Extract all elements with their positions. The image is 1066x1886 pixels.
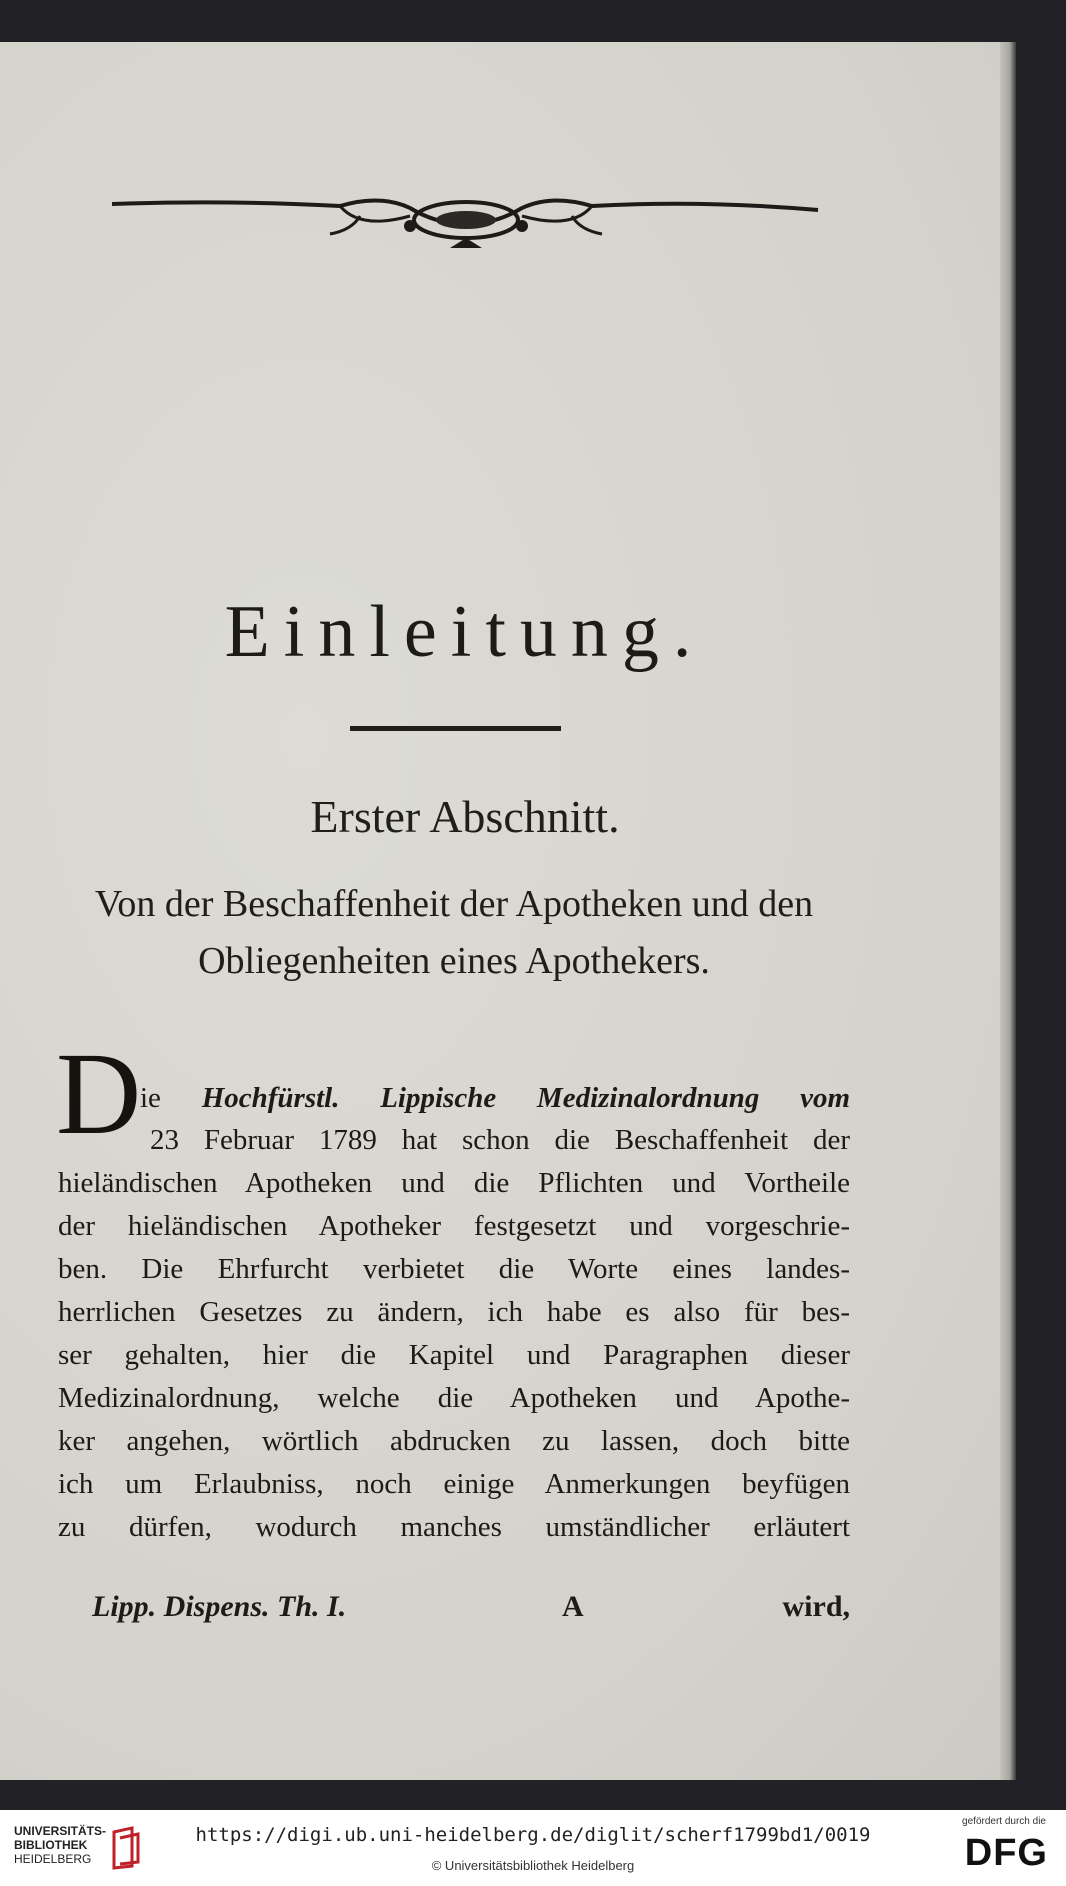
subtitle-line: Von der Beschaffenheit der Apotheken und den <box>94 883 814 925</box>
copyright-notice: © Universitätsbibliothek Heidelberg <box>431 1858 635 1873</box>
institution-line: BIBLIOTHEK <box>14 1838 88 1852</box>
section-title: Erster Abschnitt. <box>310 791 620 842</box>
page-footer-line <box>92 1590 850 1630</box>
body-line: Medizinalordnung, welche die Apotheken und Apothe- <box>58 1382 850 1414</box>
body-line: 23 Februar 1789 hat schon die Beschaffenheit der <box>150 1124 850 1156</box>
body-line: hieländischen Apotheken und die Pflichten und Vortheile <box>58 1167 850 1199</box>
chapter-title: Einleitung. <box>224 591 706 673</box>
body-line: zu dürfen, wodurch manches umständlicher erläutert <box>58 1511 850 1543</box>
first-line-prefix: ie <box>140 1082 161 1114</box>
dfg-logo[interactable]: DFG <box>964 1832 1048 1874</box>
body-line: ben. Die Ehrfurcht verbietet die Worte eines landes- <box>58 1253 850 1285</box>
body-line: der hieländischen Apotheker festgesetzt und vorgeschrie- <box>58 1210 850 1242</box>
funded-by-label: gefördert durch die <box>962 1816 1046 1827</box>
drop-cap: D <box>56 1028 142 1159</box>
body-line: ser gehalten, hier die Kapitel und Paragraphen dieser <box>58 1339 850 1371</box>
gathering-mark: A <box>562 1590 584 1623</box>
permalink-url[interactable]: https://digi.ub.uni-heidelberg.de/diglit/scherf1799bd1/0019 <box>195 1824 871 1846</box>
body-line: ker angehen, wörtlich abdrucken zu lassen, doch bitte <box>58 1425 850 1457</box>
signature-mark: Lipp. Dispens. Th. I. <box>92 1590 347 1623</box>
subtitle-line: Obliegenheiten eines Apothekers. <box>198 940 710 982</box>
viewer-footer <box>0 1810 1066 1886</box>
first-line-italic: Hochfürstl. Lippische Medizinalordnung vom <box>201 1082 851 1114</box>
title-rule <box>350 726 561 731</box>
body-line: herrlichen Gesetzes zu ändern, ich habe es also für bes- <box>58 1296 850 1328</box>
institution-line: HEIDELBERG <box>14 1852 92 1866</box>
body-line: ich um Erlaubniss, noch einige Anmerkungen beyfügen <box>58 1468 850 1500</box>
catchword: wird, <box>782 1590 850 1623</box>
page-edge <box>1000 42 1016 1780</box>
ornamental-headpiece <box>110 186 822 256</box>
institution-line: UNIVERSITÄTS- <box>14 1824 107 1838</box>
body-line <box>140 1078 850 1118</box>
section-subtitle <box>58 876 850 990</box>
